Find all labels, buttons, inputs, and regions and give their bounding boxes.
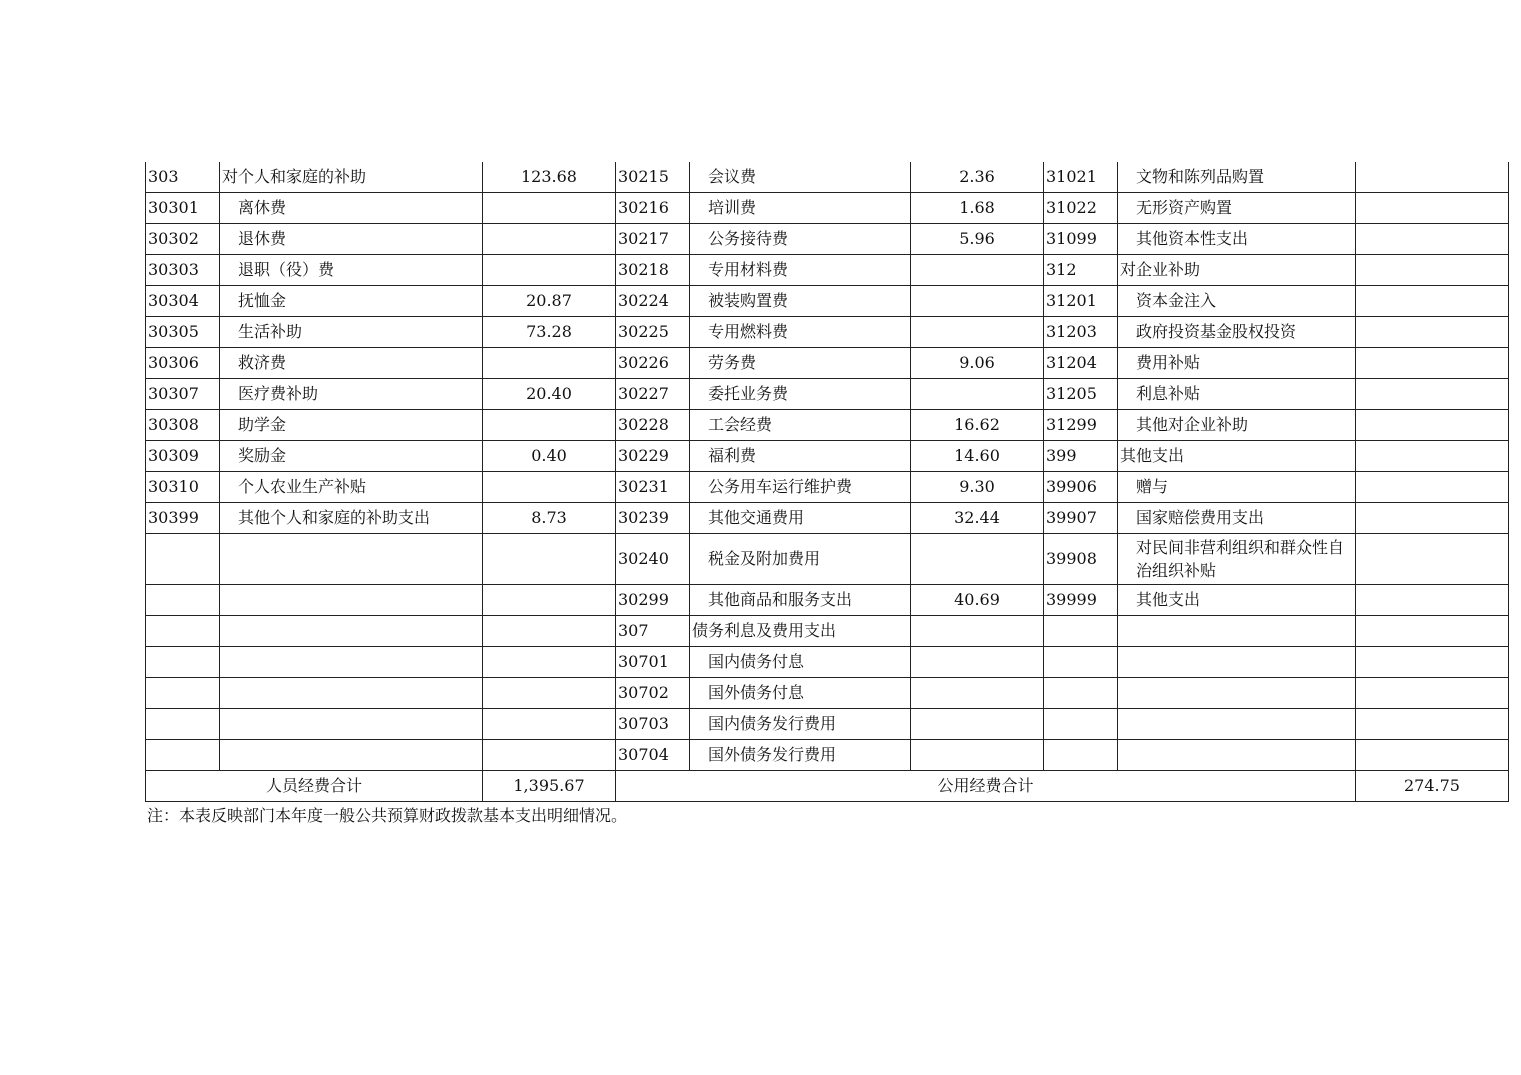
goods-code-cell: 30299 (616, 585, 690, 616)
capital-code-cell (1044, 678, 1118, 709)
capital-code-cell (1044, 647, 1118, 678)
capital-code-cell: 39908 (1044, 534, 1118, 585)
category-amount-cell (483, 616, 616, 647)
category-code-cell: 30302 (146, 224, 220, 255)
capital-amount-cell (1356, 193, 1509, 224)
goods-code-cell: 30229 (616, 441, 690, 472)
category-code-cell (146, 740, 220, 771)
capital-name-cell: 其他支出 (1118, 585, 1356, 616)
category-amount-cell: 123.68 (483, 162, 616, 193)
capital-amount-cell (1356, 162, 1509, 193)
category-code-cell: 30309 (146, 441, 220, 472)
goods-amount-cell: 40.69 (911, 585, 1044, 616)
category-amount-cell: 73.28 (483, 317, 616, 348)
goods-name-cell: 税金及附加费用 (690, 534, 911, 585)
capital-code-cell: 31099 (1044, 224, 1118, 255)
category-name-cell: 其他个人和家庭的补助支出 (220, 503, 483, 534)
category-code-cell: 303 (146, 162, 220, 193)
table-row (146, 534, 1509, 585)
category-code-cell (146, 647, 220, 678)
goods-name-cell: 专用燃料费 (690, 317, 911, 348)
table-row (146, 348, 1509, 379)
capital-name-cell: 费用补贴 (1118, 348, 1356, 379)
goods-amount-cell (911, 255, 1044, 286)
table-row (146, 193, 1509, 224)
table-note: 注：本表反映部门本年度一般公共预算财政拨款基本支出明细情况。 (147, 806, 628, 825)
goods-code-cell: 30216 (616, 193, 690, 224)
public-total-label: 公用经费合计 (616, 771, 1356, 802)
category-code-cell: 30310 (146, 472, 220, 503)
goods-amount-cell: 14.60 (911, 441, 1044, 472)
category-code-cell (146, 534, 220, 585)
category-amount-cell: 0.40 (483, 441, 616, 472)
goods-amount-cell (911, 678, 1044, 709)
capital-code-cell: 31201 (1044, 286, 1118, 317)
goods-amount-cell: 9.06 (911, 348, 1044, 379)
goods-amount-cell (911, 740, 1044, 771)
capital-code-cell: 31021 (1044, 162, 1118, 193)
capital-name-cell (1118, 740, 1356, 771)
goods-name-cell: 国外债务付息 (690, 678, 911, 709)
goods-name-cell: 国内债务付息 (690, 647, 911, 678)
goods-code-cell: 30703 (616, 709, 690, 740)
category-code-cell: 30301 (146, 193, 220, 224)
goods-code-cell: 307 (616, 616, 690, 647)
table-row (146, 162, 1509, 193)
category-name-cell (220, 647, 483, 678)
table-row (146, 224, 1509, 255)
capital-amount-cell (1356, 616, 1509, 647)
capital-name-cell: 赠与 (1118, 472, 1356, 503)
category-name-cell (220, 678, 483, 709)
table-row (146, 472, 1509, 503)
capital-name-cell (1118, 709, 1356, 740)
capital-name-cell: 国家赔偿费用支出 (1118, 503, 1356, 534)
capital-name-cell: 无形资产购置 (1118, 193, 1356, 224)
goods-name-cell: 劳务费 (690, 348, 911, 379)
goods-code-cell: 30701 (616, 647, 690, 678)
capital-amount-cell (1356, 678, 1509, 709)
category-name-cell: 退职（役）费 (220, 255, 483, 286)
category-name-cell (220, 534, 483, 585)
capital-amount-cell (1356, 472, 1509, 503)
expenditure-detail-table (145, 162, 1509, 802)
capital-code-cell: 399 (1044, 441, 1118, 472)
table-row (146, 616, 1509, 647)
category-code-cell: 30304 (146, 286, 220, 317)
capital-amount-cell (1356, 317, 1509, 348)
capital-name-cell: 其他对企业补助 (1118, 410, 1356, 441)
capital-name-cell: 对企业补助 (1118, 255, 1356, 286)
table-row (146, 441, 1509, 472)
category-code-cell (146, 709, 220, 740)
capital-code-cell: 31204 (1044, 348, 1118, 379)
capital-amount-cell (1356, 534, 1509, 585)
category-amount-cell (483, 647, 616, 678)
capital-code-cell: 39906 (1044, 472, 1118, 503)
table-row (146, 740, 1509, 771)
goods-code-cell: 30218 (616, 255, 690, 286)
category-amount-cell (483, 255, 616, 286)
table-row (146, 709, 1509, 740)
goods-code-cell: 30240 (616, 534, 690, 585)
capital-amount-cell (1356, 379, 1509, 410)
category-name-cell: 退休费 (220, 224, 483, 255)
goods-code-cell: 30224 (616, 286, 690, 317)
capital-name-cell: 其他资本性支出 (1118, 224, 1356, 255)
goods-name-cell: 公务用车运行维护费 (690, 472, 911, 503)
category-code-cell (146, 585, 220, 616)
category-amount-cell: 8.73 (483, 503, 616, 534)
goods-code-cell: 30702 (616, 678, 690, 709)
goods-amount-cell: 2.36 (911, 162, 1044, 193)
category-code-cell: 30399 (146, 503, 220, 534)
capital-amount-cell (1356, 348, 1509, 379)
category-amount-cell (483, 709, 616, 740)
goods-amount-cell: 32.44 (911, 503, 1044, 534)
goods-name-cell: 公务接待费 (690, 224, 911, 255)
goods-name-cell: 其他商品和服务支出 (690, 585, 911, 616)
goods-code-cell: 30227 (616, 379, 690, 410)
table-row (146, 255, 1509, 286)
table-row (146, 647, 1509, 678)
category-name-cell: 救济费 (220, 348, 483, 379)
public-total-value: 274.75 (1356, 771, 1509, 802)
category-amount-cell (483, 534, 616, 585)
category-name-cell: 医疗费补助 (220, 379, 483, 410)
category-amount-cell (483, 224, 616, 255)
goods-name-cell: 工会经费 (690, 410, 911, 441)
capital-code-cell: 39907 (1044, 503, 1118, 534)
goods-code-cell: 30239 (616, 503, 690, 534)
capital-amount-cell (1356, 441, 1509, 472)
goods-code-cell: 30226 (616, 348, 690, 379)
category-amount-cell: 20.87 (483, 286, 616, 317)
goods-name-cell: 国外债务发行费用 (690, 740, 911, 771)
goods-name-cell: 培训费 (690, 193, 911, 224)
category-name-cell: 奖励金 (220, 441, 483, 472)
category-amount-cell (483, 193, 616, 224)
table-row (146, 678, 1509, 709)
capital-name-cell: 资本金注入 (1118, 286, 1356, 317)
capital-name-cell (1118, 616, 1356, 647)
capital-name-cell: 对民间非营利组织和群众性自治组织补贴 (1118, 534, 1356, 585)
capital-name-cell (1118, 678, 1356, 709)
category-name-cell (220, 616, 483, 647)
capital-code-cell: 39999 (1044, 585, 1118, 616)
capital-amount-cell (1356, 503, 1509, 534)
capital-code-cell: 31203 (1044, 317, 1118, 348)
capital-name-cell: 政府投资基金股权投资 (1118, 317, 1356, 348)
goods-amount-cell (911, 709, 1044, 740)
goods-code-cell: 30217 (616, 224, 690, 255)
category-name-cell (220, 585, 483, 616)
capital-amount-cell (1356, 224, 1509, 255)
capital-amount-cell (1356, 740, 1509, 771)
capital-code-cell (1044, 616, 1118, 647)
category-name-cell (220, 709, 483, 740)
goods-amount-cell (911, 379, 1044, 410)
capital-amount-cell (1356, 709, 1509, 740)
category-name-cell: 抚恤金 (220, 286, 483, 317)
category-code-cell (146, 616, 220, 647)
goods-name-cell: 国内债务发行费用 (690, 709, 911, 740)
category-name-cell (220, 740, 483, 771)
goods-code-cell: 30704 (616, 740, 690, 771)
goods-name-cell: 债务利息及费用支出 (690, 616, 911, 647)
category-name-cell: 对个人和家庭的补助 (220, 162, 483, 193)
goods-code-cell: 30215 (616, 162, 690, 193)
category-amount-cell (483, 472, 616, 503)
category-code-cell (146, 678, 220, 709)
capital-code-cell: 312 (1044, 255, 1118, 286)
goods-amount-cell: 5.96 (911, 224, 1044, 255)
capital-code-cell: 31299 (1044, 410, 1118, 441)
goods-amount-cell: 1.68 (911, 193, 1044, 224)
totals-row (146, 771, 1509, 802)
capital-code-cell (1044, 709, 1118, 740)
goods-amount-cell (911, 286, 1044, 317)
goods-amount-cell: 9.30 (911, 472, 1044, 503)
goods-code-cell: 30225 (616, 317, 690, 348)
table-row (146, 379, 1509, 410)
capital-amount-cell (1356, 410, 1509, 441)
capital-code-cell: 31022 (1044, 193, 1118, 224)
personnel-total-label: 人员经费合计 (146, 771, 483, 802)
category-code-cell: 30308 (146, 410, 220, 441)
category-amount-cell (483, 585, 616, 616)
table-row (146, 410, 1509, 441)
capital-name-cell: 文物和陈列品购置 (1118, 162, 1356, 193)
personnel-total-value: 1,395.67 (483, 771, 616, 802)
category-name-cell: 离休费 (220, 193, 483, 224)
goods-amount-cell (911, 534, 1044, 585)
table-body (146, 162, 1509, 771)
category-amount-cell: 20.40 (483, 379, 616, 410)
goods-name-cell: 委托业务费 (690, 379, 911, 410)
table-row (146, 317, 1509, 348)
goods-name-cell: 其他交通费用 (690, 503, 911, 534)
category-code-cell: 30307 (146, 379, 220, 410)
capital-name-cell: 利息补贴 (1118, 379, 1356, 410)
capital-name-cell (1118, 647, 1356, 678)
category-amount-cell (483, 348, 616, 379)
capital-name-cell: 其他支出 (1118, 441, 1356, 472)
goods-name-cell: 被装购置费 (690, 286, 911, 317)
goods-name-cell: 福利费 (690, 441, 911, 472)
goods-name-cell: 会议费 (690, 162, 911, 193)
category-amount-cell (483, 740, 616, 771)
capital-amount-cell (1356, 255, 1509, 286)
category-code-cell: 30305 (146, 317, 220, 348)
category-name-cell: 助学金 (220, 410, 483, 441)
goods-amount-cell (911, 647, 1044, 678)
category-amount-cell (483, 410, 616, 441)
capital-amount-cell (1356, 286, 1509, 317)
goods-name-cell: 专用材料费 (690, 255, 911, 286)
category-name-cell: 生活补助 (220, 317, 483, 348)
table-row (146, 286, 1509, 317)
goods-code-cell: 30231 (616, 472, 690, 503)
category-code-cell: 30306 (146, 348, 220, 379)
category-amount-cell (483, 678, 616, 709)
category-code-cell: 30303 (146, 255, 220, 286)
table-row (146, 585, 1509, 616)
goods-code-cell: 30228 (616, 410, 690, 441)
capital-amount-cell (1356, 647, 1509, 678)
category-name-cell: 个人农业生产补贴 (220, 472, 483, 503)
capital-amount-cell (1356, 585, 1509, 616)
capital-code-cell: 31205 (1044, 379, 1118, 410)
goods-amount-cell (911, 616, 1044, 647)
table-row (146, 503, 1509, 534)
goods-amount-cell (911, 317, 1044, 348)
capital-code-cell (1044, 740, 1118, 771)
goods-amount-cell: 16.62 (911, 410, 1044, 441)
